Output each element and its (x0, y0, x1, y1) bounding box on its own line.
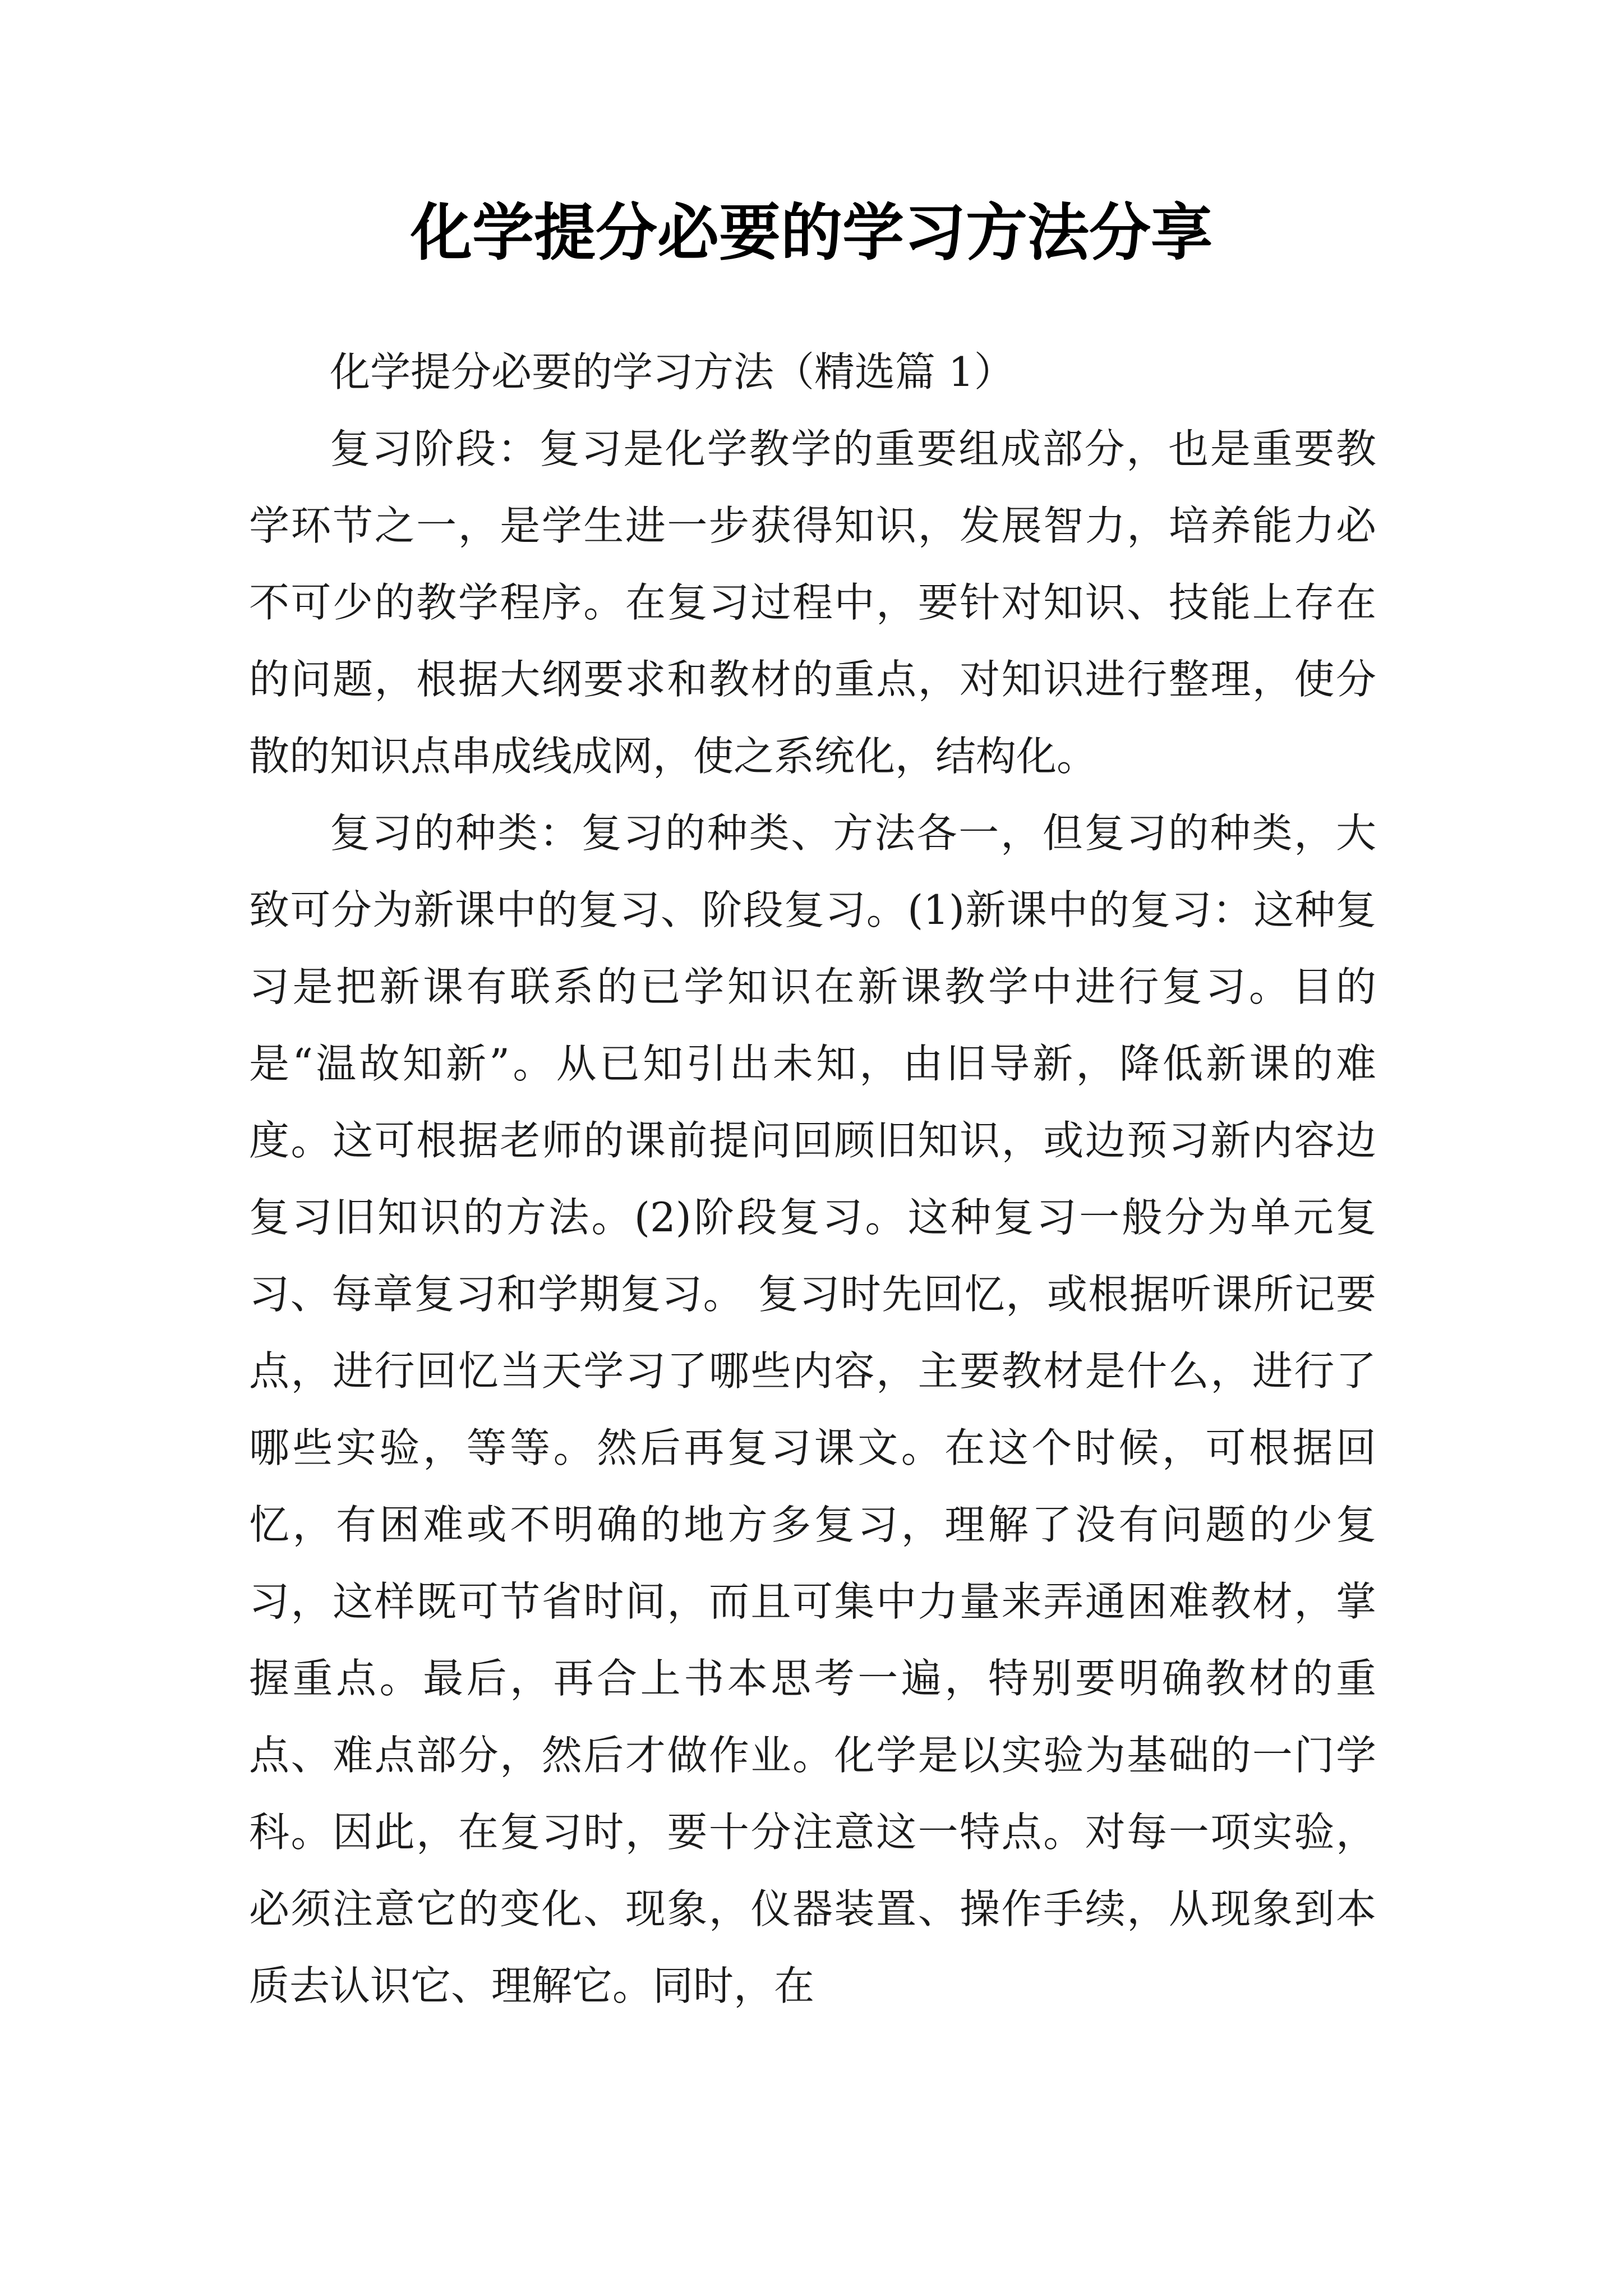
section-heading: 化学提分必要的学习方法（精选篇 1） (330, 348, 1015, 395)
document-title: 化学提分必要的学习方法分享 (411, 196, 1212, 269)
paragraph-review-types: 复习的种类：复习的种类、方法各一，但复习的种类，大致可分为新课中的复习、阶段复习。(1)新课中的复习：这种复习是把新课有联系的已学知识在新课教学中进行复习。目的是“温故知新”。从已知引出未知，由旧导新，降低新课的难度。这可根据老师的课前提问回顾旧知识，或边预习新内容边复习旧知识的方法。(2)阶段复习。这种复习一般分为单元复习、每章复习和学期复习。 复习时先回忆，或根据听课所记要点，进行回忆当天学习了哪些内容，主要教材是什么，进行了哪些实验，等等。然后再复习课文。在这个时候，可根据回忆，有困难或不明确的地方多复习，理解了没有问题的少复习，这样既可节省时间，而且可集中力量来弄通困难教材，掌握重点。最后，再合上书本思考一遍，特别要明确教材的重点、难点部分，然后才做作业。化学是以实验为基础的一门学科。因此，在复习时，要十分注意这一特点。对每一项实验，必须注意它的变化、现象，仪器装置、操作手续，从现象到本质去认识它、理解它。同时，在 (249, 809, 1376, 2009)
paragraph-review-stage: 复习阶段：复习是化学教学的重要组成部分，也是重要教学环节之一，是学生进一步获得知识，发展智力，培养能力必不可少的教学程序。在复习过程中，要针对知识、技能上存在的问题，根据大纲要求和教材的重点，对知识进行整理，使分散的知识点串成线成网，使之系统化，结构化。 (249, 425, 1376, 780)
document-body (249, 334, 1376, 2024)
